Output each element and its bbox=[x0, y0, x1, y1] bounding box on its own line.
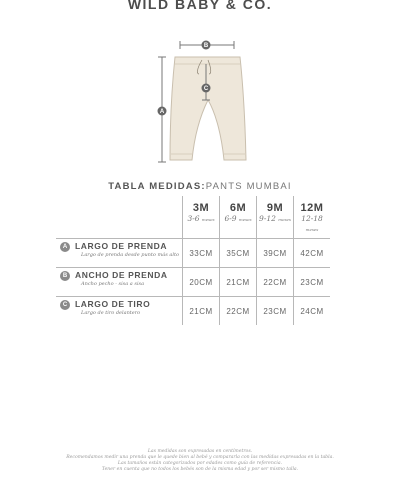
table-row bbox=[56, 297, 330, 326]
table-cell: 23CM bbox=[257, 297, 294, 326]
size-label: 9M bbox=[266, 202, 284, 214]
table-cell: 23CM bbox=[294, 268, 331, 297]
size-label: 3M bbox=[192, 202, 210, 214]
footnote-line: Las tamaños están categorizados por edades como guía de referencia. bbox=[117, 461, 283, 466]
footnote-line: Tener en cuenta que no todos los bebés son de la misma edad y por ser mismo talla. bbox=[101, 467, 299, 472]
marker-b-label: B bbox=[203, 43, 209, 50]
row-name: ANCHO DE PRENDA bbox=[75, 270, 168, 280]
footnote-line: Las medidas son expresadas en centímetros. bbox=[147, 449, 253, 454]
table-cell: 21CM bbox=[183, 297, 220, 326]
marker-c-label: C bbox=[203, 86, 209, 93]
size-header-12m bbox=[294, 196, 331, 239]
size-header-row bbox=[56, 196, 330, 239]
size-label: 6M bbox=[229, 202, 247, 214]
row-description: Largo de tiro delantero bbox=[81, 310, 141, 316]
size-unit: meses bbox=[201, 217, 215, 222]
row-name: LARGO DE TIRO bbox=[75, 299, 151, 309]
size-unit: meses bbox=[238, 217, 252, 222]
table-cell: 20CM bbox=[183, 268, 220, 297]
table-title-sub: PANTS MUMBAI bbox=[205, 181, 292, 192]
size-header-3m bbox=[183, 196, 220, 239]
row-name: LARGO DE PRENDA bbox=[75, 241, 168, 251]
table-title bbox=[0, 181, 400, 192]
size-range: 3-6 bbox=[187, 214, 200, 223]
footnote-line: Recomendamos medir una prenda que le quede bien al bebé y compararla con las medidas expresadas en la tabla. bbox=[66, 455, 334, 460]
size-range: 9-12 bbox=[259, 214, 276, 223]
table-cell: 35CM bbox=[220, 239, 257, 268]
size-header-9m bbox=[257, 196, 294, 239]
row-letter-badge: C bbox=[60, 300, 70, 310]
table-cell: 42CM bbox=[294, 239, 331, 268]
row-letter-badge: A bbox=[60, 242, 70, 252]
brand-title: WILD BABY & CO. bbox=[127, 0, 273, 12]
marker-a-label: A bbox=[159, 109, 165, 116]
table-cell: 24CM bbox=[294, 297, 331, 326]
size-unit: meses bbox=[278, 217, 291, 222]
table-row bbox=[56, 268, 330, 297]
size-header-6m bbox=[220, 196, 257, 239]
row-description: Ancho pecho - sisa a sisa bbox=[81, 281, 145, 287]
pants-measurement-figure bbox=[150, 30, 260, 170]
table-row bbox=[56, 239, 330, 268]
footnotes bbox=[0, 449, 400, 473]
row-letter-badge: B bbox=[60, 271, 70, 281]
pants-shape bbox=[170, 57, 246, 160]
size-range: 12-18 bbox=[301, 214, 323, 223]
table-cell: 39CM bbox=[257, 239, 294, 268]
table-cell: 33CM bbox=[183, 239, 220, 268]
size-unit: meses bbox=[305, 227, 319, 232]
table-title-main: TABLA MEDIDAS: bbox=[108, 181, 206, 192]
table-cell: 21CM bbox=[220, 268, 257, 297]
table-cell: 22CM bbox=[220, 297, 257, 326]
table-cell: 22CM bbox=[257, 268, 294, 297]
size-table bbox=[56, 196, 330, 325]
size-label: 12M bbox=[300, 202, 324, 214]
row-description: Largo de prenda desde punto más alto bbox=[81, 252, 179, 258]
size-range: 6-9 bbox=[224, 214, 237, 223]
